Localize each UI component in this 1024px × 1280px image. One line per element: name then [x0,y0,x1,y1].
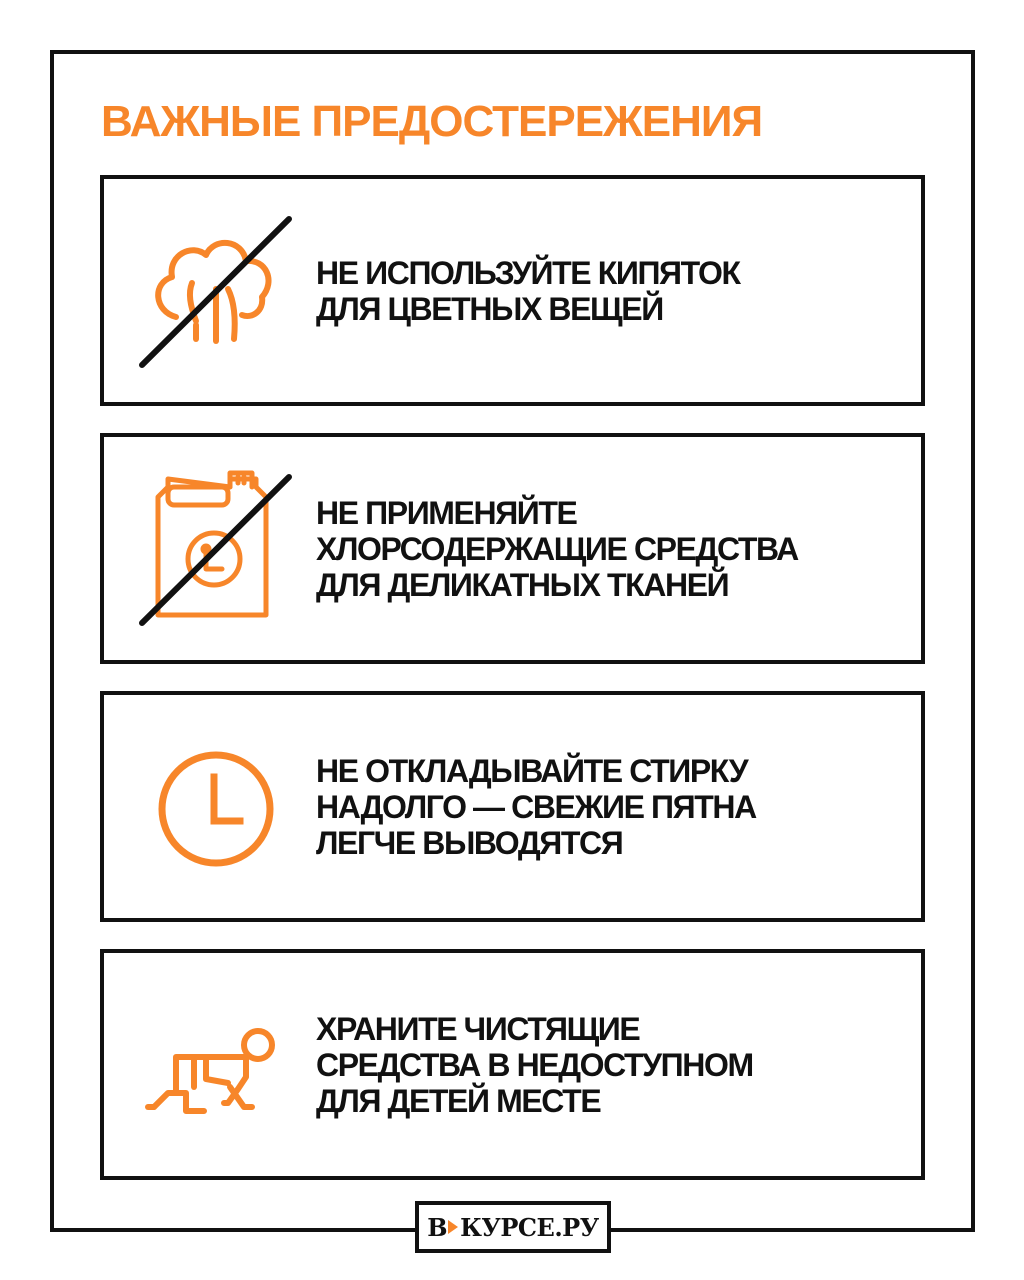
card-text-line: НЕ ОТКЛАДЫВАЙТЕ СТИРКУ [316,752,748,789]
play-triangle-icon [448,1220,458,1234]
brand-logo[interactable] [415,1201,611,1253]
card-text [316,695,901,918]
warning-card-clock [100,691,925,922]
logo-text-right: КУРСЕ.РУ [460,1212,599,1242]
card-text-line: НАДОЛГО — СВЕЖИЕ ПЯТНА [316,788,756,825]
card-text-line: ДЛЯ ДЕЛИКАТНЫХ ТКАНЕЙ [316,566,729,603]
warning-card-children [100,949,925,1180]
card-text-line: НЕ ПРИМЕНЯЙТЕ [316,494,577,531]
card-text [316,953,901,1176]
clock-icon [134,725,294,885]
no-chlorine-bleach-icon [134,467,294,627]
card-text-line: ЛЕГЧЕ ВЫВОДЯТСЯ [316,824,623,861]
no-boiling-water-icon [134,209,294,369]
warning-card-chlorine [100,433,925,664]
card-text [316,179,901,402]
card-text-line: СРЕДСТВА В НЕДОСТУПНОМ [316,1046,753,1083]
warning-card-boiling-water [100,175,925,406]
page-title: ВАЖНЫЕ ПРЕДОСТЕРЕЖЕНИЯ [101,97,763,146]
logo-text-left: В [427,1212,448,1242]
card-text-line: НЕ ИСПОЛЬЗУЙТЕ КИПЯТОК [316,254,740,291]
card-text-line: ДЛЯ ДЕТЕЙ МЕСТЕ [316,1082,601,1119]
card-text-line: ХЛОРСОДЕРЖАЩИЕ СРЕДСТВА [316,530,798,567]
card-text [316,437,901,660]
card-text-line: ХРАНИТЕ ЧИСТЯЩИЕ [316,1010,640,1047]
card-text-line: ДЛЯ ЦВЕТНЫХ ВЕЩЕЙ [316,290,663,327]
crawling-baby-icon [134,983,294,1143]
